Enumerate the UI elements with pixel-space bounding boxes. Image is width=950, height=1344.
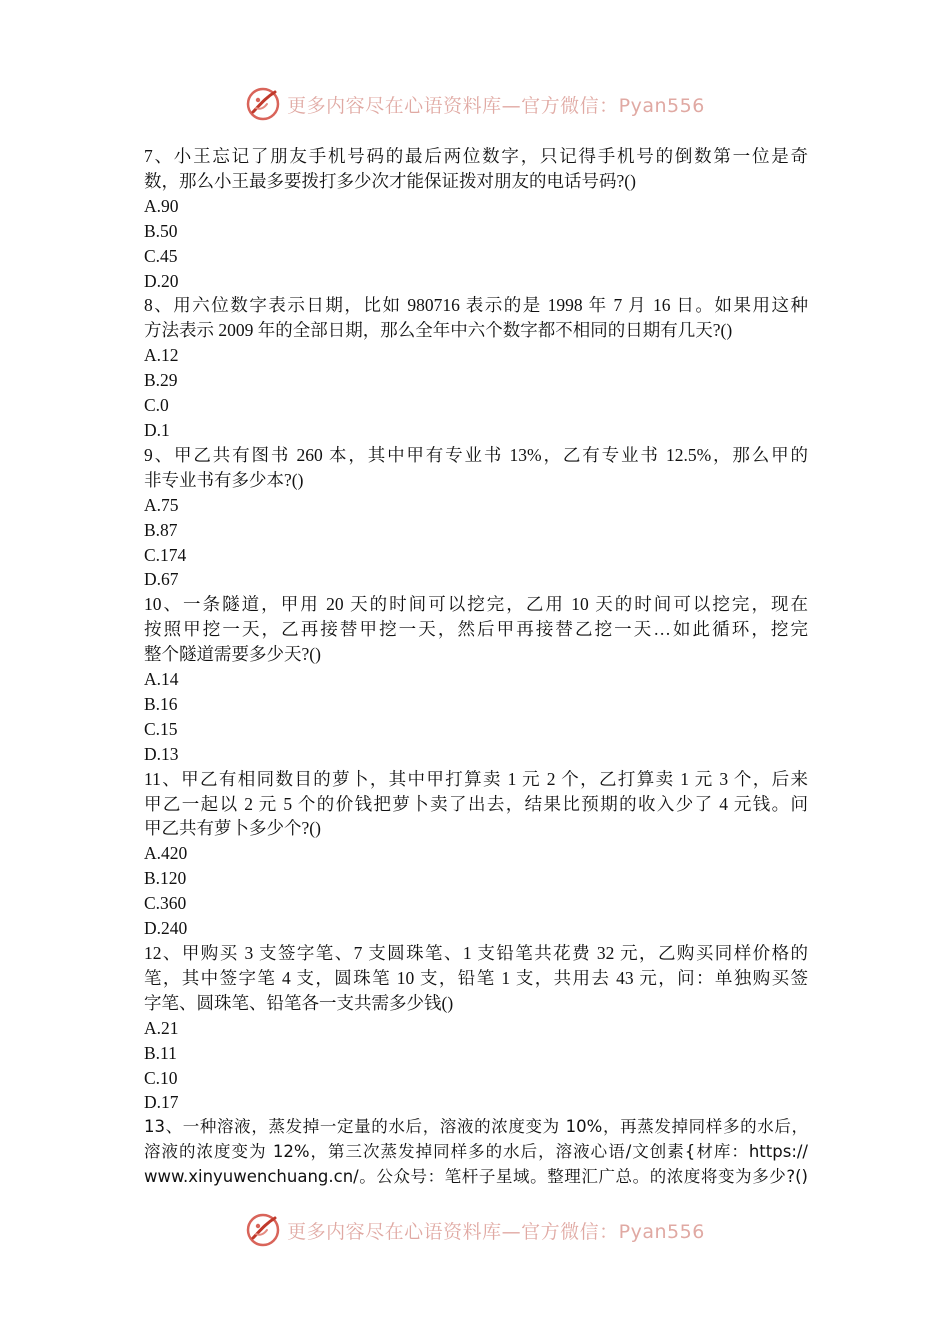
question-text-line: 按照甲挖一天，乙再接替甲挖一天，然后甲再接替乙挖一天…如此循环，挖完 [144, 619, 808, 640]
question-block [144, 443, 808, 592]
answer-option: B.11 [144, 1042, 177, 1063]
brush-logo-icon [245, 86, 281, 122]
answer-option: D.1 [144, 419, 170, 440]
question-text-line: 方法表示 2009 年的全部日期，那么全年中六个数字都不相同的日期有几天?() [144, 320, 733, 341]
question-text-line: 数，那么小王最多要拨打多少次才能保证拨对朋友的电话号码?() [144, 170, 636, 191]
question-text-line: 整个隧道需要多少天?() [144, 644, 321, 665]
answer-option: D.20 [144, 270, 179, 291]
answer-option: A.420 [144, 843, 188, 864]
question-block [144, 293, 808, 442]
question-text-line: 笔，其中签字笔 4 支，圆珠笔 10 支，铅笔 1 支，共用去 43 元，问：单独购买签 [144, 967, 808, 988]
question-text-line: www.xinyuwenchuang.cn/。公众号：笔杆子星域。整理汇广总。的浓度将变为多少?() [144, 1167, 808, 1187]
answer-option: D.67 [144, 569, 179, 590]
question-text-line: 甲乙一起以 2 元 5 个的价钱把萝卜卖了出去，结果比预期的收入少了 4 元钱。问 [144, 793, 808, 814]
answer-option: C.10 [144, 1067, 178, 1088]
question-text-line: 字笔、圆珠笔、铅笔各一支共需多少钱() [144, 992, 454, 1013]
question-text-line: 8、用六位数字表示日期，比如 980716 表示的是 1998 年 7 月 16 日。如果用这种 [144, 295, 808, 316]
answer-option: B.87 [144, 519, 178, 540]
answer-option: A.12 [144, 345, 179, 366]
question-list [144, 144, 808, 1190]
question-block [144, 592, 808, 766]
question-text-line: 9、甲乙共有图书 260 本，其中甲有专业书 13%，乙有专业书 12.5%，那么甲的 [144, 444, 808, 465]
question-text-line: 10、一条隧道，甲用 20 天的时间可以挖完，乙用 10 天的时间可以挖完，现在 [144, 594, 808, 615]
answer-option: B.16 [144, 693, 178, 714]
question-block [144, 767, 808, 941]
answer-option: C.174 [144, 544, 187, 565]
question-text-line: 溶液的浓度变为 12%，第三次蒸发掉同样多的水后，溶液心语/文创素{材库：https:// [144, 1142, 808, 1162]
answer-option: A.21 [144, 1017, 179, 1038]
footer-watermark [0, 1208, 950, 1252]
question-text-line: 非专业书有多少本?() [144, 469, 304, 490]
answer-option: B.29 [144, 370, 178, 391]
question-text-line: 7、小王忘记了朋友手机号码的最后两位数字，只记得手机号的倒数第一位是奇 [144, 146, 808, 166]
watermark-text: 更多内容尽在心语资料库—官方微信：Pyan556 [287, 94, 705, 117]
question-text-line: 11、甲乙有相同数目的萝卜，其中甲打算卖 1 元 2 个，乙打算卖 1 元 3 个，后来 [144, 768, 808, 789]
question-block [144, 1115, 808, 1190]
answer-option: A.90 [144, 195, 179, 216]
answer-option: D.17 [144, 1092, 179, 1113]
question-text-line: 13、一种溶液，蒸发掉一定量的水后，溶液的浓度变为 10%，再蒸发掉同样多的水后， [144, 1117, 808, 1137]
answer-option: C.360 [144, 893, 187, 914]
answer-option: C.45 [144, 245, 178, 266]
answer-option: A.75 [144, 494, 179, 515]
header-watermark [0, 82, 950, 126]
question-text-line: 甲乙共有萝卜多少个?() [144, 818, 321, 839]
answer-option: C.15 [144, 718, 178, 739]
answer-option: D.13 [144, 743, 179, 764]
question-text-line: 12、甲购买 3 支签字笔、7 支圆珠笔、1 支铅笔共花费 32 元，乙购买同样价格的 [144, 943, 808, 963]
brush-logo-icon [245, 1212, 281, 1248]
answer-option: B.120 [144, 868, 187, 889]
answer-option: C.0 [144, 395, 169, 416]
answer-option: A.14 [144, 669, 179, 690]
answer-option: D.240 [144, 918, 188, 939]
question-block [144, 941, 808, 1115]
answer-option: B.50 [144, 220, 178, 241]
question-block [144, 144, 808, 293]
watermark-text: 更多内容尽在心语资料库—官方微信：Pyan556 [287, 1220, 705, 1243]
